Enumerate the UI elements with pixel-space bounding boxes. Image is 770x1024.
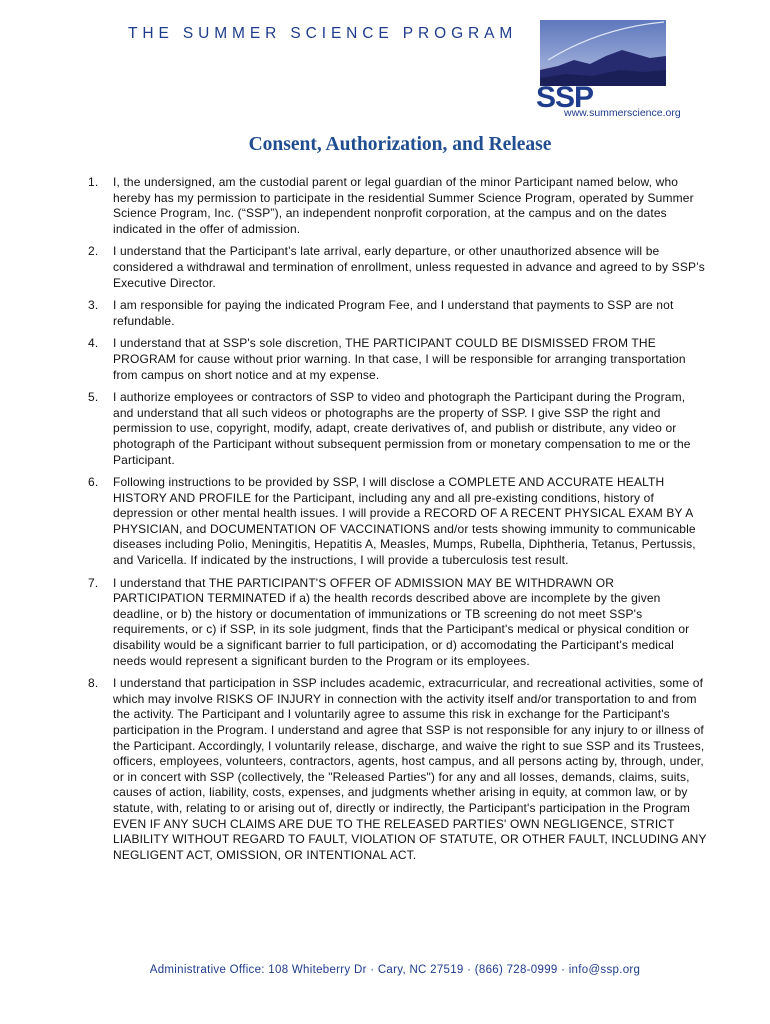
clause-text: I understand that at SSP's sole discretion, THE PARTICIPANT COULD BE DISMISSED FROM THE PROGRAM for cause without prior warning. In that case, I will be responsible for arranging transportation from campus on short notice and at my expense. xyxy=(113,336,686,382)
clause-text: I understand that THE PARTICIPANT'S OFFER OF ADMISSION MAY BE WITHDRAWN OR PARTICIPATION TERMINATED if a) the health records described above are incomplete by the given deadline, or b) the history or documentation of immunizations or TB screening do not meet SSP's requirements, or c) if SSP, in its sole judgment, finds that the Participant's medical or physical condition or disability would be a significant barrier to full participation, or d) accomodating the Participant's medical needs would represent a significant burden to the Program or its employees. xyxy=(113,575,690,668)
clause-number: 4. xyxy=(88,336,99,351)
logo-letters: SSP xyxy=(536,81,594,114)
clause-5 xyxy=(88,390,708,468)
clause-text: I, the undersigned, am the custodial parent or legal guardian of the minor Participant named below, who hereby has my permission to participate in the residential Summer Science Program, operated by Summer Science Program, Inc. (“SSP”), an independent nonprofit corporation, at the campus and on the dates indicated in the offer of admission. xyxy=(113,175,694,236)
clause-number: 6. xyxy=(88,475,99,490)
clause-6 xyxy=(88,475,708,569)
clause-4 xyxy=(88,336,708,383)
document-title: Consent, Authorization, and Release xyxy=(248,134,552,155)
clause-3 xyxy=(88,298,708,329)
clause-1 xyxy=(88,175,708,237)
logo-url: www.summerscience.org xyxy=(564,107,681,119)
clause-number: 1. xyxy=(88,175,99,189)
clause-2 xyxy=(88,244,708,291)
clause-8 xyxy=(88,676,708,863)
logo-mountain-image xyxy=(540,20,666,86)
ssp-logo xyxy=(536,20,681,120)
clause-number: 2. xyxy=(88,244,99,259)
clause-number: 5. xyxy=(88,390,99,405)
clause-text: I understand that the Participant’s late arrival, early departure, or other unauthorized absence will be considered a withdrawal and termination of enrollment, unless requested in advance and agreed to by SSP’s Executive Director. xyxy=(113,244,705,290)
org-title: THE SUMMER SCIENCE PROGRAM xyxy=(128,25,518,42)
footer-contact: Administrative Office: 108 Whiteberry Dr · Cary, NC 27519 · (866) 728-0999 · info@ssp.org xyxy=(149,964,641,976)
clause-number: 8. xyxy=(88,676,99,691)
clause-list xyxy=(88,175,708,870)
clause-7 xyxy=(88,576,708,670)
clause-number: 3. xyxy=(88,298,99,313)
clause-text: I authorize employees or contractors of SSP to video and photograph the Participant during the Program, and understand that all such videos or photographs are the property of SSP. I give SSP the right and permission to use, copyright, modify, adapt, create derivatives of, and publish or distribute, any video or photograph of the Participant without subsequent permission from or monetary compensation to me or the Participant. xyxy=(113,390,691,467)
clause-text: Following instructions to be provided by SSP, I will disclose a COMPLETE AND ACCURATE HEALTH HISTORY AND PROFILE for the Participant, including any and all pre-existing conditions, history of depression or other mental health issues. I will provide a RECORD OF A RECENT PHYSICAL EXAM BY A PHYSICIAN, and DOCUMENTATION OF VACCINATIONS and/or tests showing immunity to communicable diseases including Polio, Meningitis, Hepatitis A, Measles, Mumps, Rubella, Diphtheria, Tetanus, Pertussis, and Varicella. If indicated by the instructions, I will provide a tuberculosis test result. xyxy=(113,475,696,568)
clause-number: 7. xyxy=(88,575,99,590)
clause-text: I understand that participation in SSP includes academic, extracurricular, and recreational activities, some of which may involve RISKS OF INJURY in connection with the activity itself and/or transportation to and from the activity. The Participant and I voluntarily agree to assume this risk in exchange for the Participant's participation in the Program. I understand and agree that SSP is not responsible for any injury to or illness of the Participant. Accordingly, I voluntarily release, discharge, and waive the right to sue SSP and its Trustees, officers, employees, volunteers, contractors, agents, host campus, and all persons acting by, through, under, or in concert with SSP (collectively, the "Released Parties") for any and all losses, demands, claims, suits, causes of action, liability, costs, expenses, and judgments whether arising in equity, at common law, or by statute, with, relating to or arising out of, directly or indirectly, the Participant's participation in the Program EVEN IF ANY SUCH CLAIMS ARE DUE TO THE RELEASED PARTIES' OWN NEGLIGENCE, STRICT LIABILITY WITHOUT REGARD TO FAULT, VIOLATION OF STATUTE, OR OTHER FAULT, INCLUDING ANY NEGLIGENT ACT, OMISSION, OR INTENTIONAL ACT. xyxy=(113,676,707,862)
clause-text: I am responsible for paying the indicated Program Fee, and I understand that payments to SSP are not refundable. xyxy=(113,298,674,328)
